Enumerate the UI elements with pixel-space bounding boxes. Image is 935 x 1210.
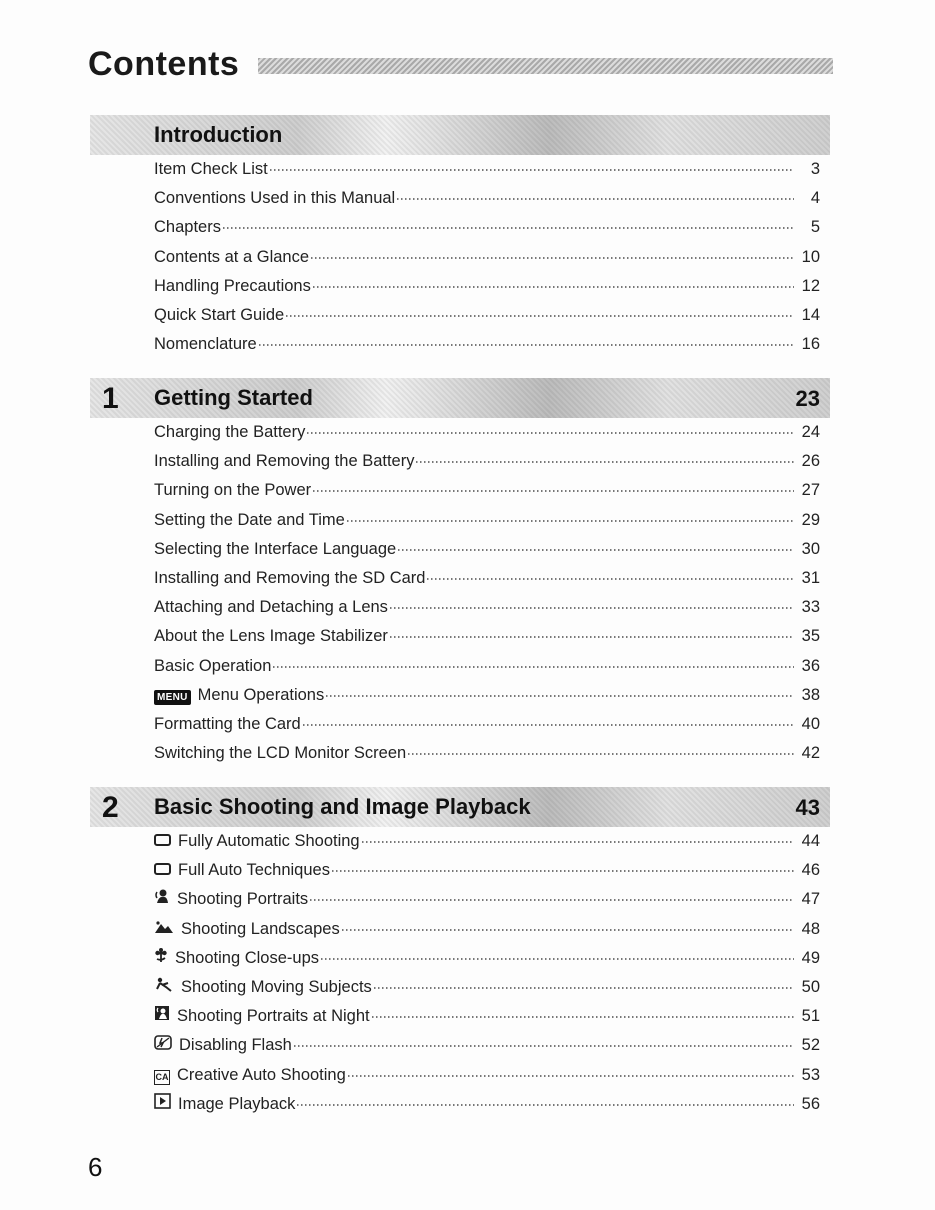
section-header[interactable]: [90, 787, 830, 827]
entry-label: Full Auto Techniques: [178, 861, 330, 880]
toc-entry[interactable]: [154, 681, 830, 710]
entry-label: Attaching and Detaching a Lens: [154, 598, 388, 617]
entry-label: Charging the Battery: [154, 423, 306, 441]
entry-label: Handling Precautions: [154, 276, 311, 295]
entry-label: Shooting Landscapes: [181, 919, 340, 938]
entry-page-number: 31: [801, 568, 820, 587]
entry-label: Disabling Flash: [179, 1036, 292, 1055]
toc-entry[interactable]: [154, 535, 830, 564]
page-number: 6: [88, 1152, 103, 1182]
dot-leader: [313, 286, 794, 288]
toc-entry[interactable]: [154, 330, 830, 359]
toc-entry[interactable]: [154, 213, 830, 242]
entry-page-number: 48: [801, 919, 820, 938]
entry-page-number: 33: [801, 598, 820, 617]
entry-page-number: 46: [801, 861, 820, 880]
full-auto-mode-icon: [154, 834, 171, 846]
entry-page-number: 24: [801, 423, 820, 441]
entry-label: Setting the Date and Time: [154, 510, 345, 529]
dot-leader: [390, 636, 794, 638]
section-page: 43: [795, 795, 820, 820]
entry-label: Creative Auto Shooting: [177, 1065, 346, 1084]
entry-label: Shooting Close-ups: [175, 948, 320, 967]
toc-entry[interactable]: [154, 739, 830, 768]
entry-label: Formatting the Card: [154, 714, 301, 733]
entry-page-number: 47: [801, 890, 820, 909]
entry-label: Image Playback: [178, 1094, 296, 1113]
toc-entry[interactable]: [154, 155, 830, 184]
landscape-mode-icon: [154, 920, 174, 934]
entry-label: Selecting the Interface Language: [154, 539, 397, 558]
entry-label: Turning on the Power: [154, 481, 312, 500]
entry-page-number: 5: [810, 218, 820, 237]
dot-leader: [326, 695, 794, 697]
toc-section: [90, 787, 830, 1119]
entry-page-number: 26: [801, 452, 820, 471]
closeup-mode-icon: [154, 948, 168, 963]
toc-entry[interactable]: [154, 418, 830, 447]
entry-page-number: 52: [801, 1036, 820, 1055]
dot-leader: [397, 198, 794, 200]
dot-leader: [342, 929, 794, 931]
entry-label: Basic Operation: [154, 656, 272, 675]
toc-entry[interactable]: [154, 827, 830, 856]
dot-leader: [321, 958, 794, 960]
dot-leader: [347, 520, 794, 522]
night-portrait-mode-icon: [154, 1005, 170, 1021]
entry-page-number: 53: [801, 1065, 820, 1084]
entry-page-number: 27: [801, 481, 820, 500]
entry-label: Contents at a Glance: [154, 247, 310, 266]
toc-entry[interactable]: [154, 272, 830, 301]
toc-section: [90, 378, 830, 768]
dot-leader: [294, 1045, 794, 1047]
toc-entry[interactable]: [154, 184, 830, 213]
dot-leader: [259, 344, 794, 346]
toc-section: [90, 115, 830, 359]
toc-entry[interactable]: [154, 622, 830, 651]
section-header[interactable]: [90, 115, 830, 155]
toc-entry[interactable]: [154, 506, 830, 535]
dot-leader: [427, 578, 794, 580]
dot-leader: [390, 607, 794, 609]
title-decorative-bar: [258, 58, 833, 74]
sports-mode-icon: [154, 977, 174, 992]
entry-label: Menu Operations: [197, 685, 325, 704]
entry-page-number: 56: [801, 1094, 820, 1113]
dot-leader: [398, 549, 794, 551]
toc-entry[interactable]: [154, 1061, 830, 1090]
dot-leader: [297, 1104, 794, 1106]
dot-leader: [348, 1075, 794, 1077]
entry-page-number: 51: [801, 1007, 820, 1026]
section-page: 23: [795, 386, 820, 411]
entry-label: Shooting Moving Subjects: [181, 977, 372, 996]
dot-leader: [332, 870, 794, 872]
toc-entry[interactable]: [154, 301, 830, 330]
entry-page-number: 49: [801, 948, 820, 967]
creative-auto-mode-icon: CA: [154, 1070, 170, 1085]
page-title: Contents: [88, 45, 240, 83]
menu-badge-icon: MENU: [154, 690, 191, 705]
toc-entry[interactable]: [154, 710, 830, 739]
toc-entry[interactable]: [154, 593, 830, 622]
entry-label: Conventions Used in this Manual: [154, 189, 396, 208]
entry-page-number: 38: [801, 685, 820, 704]
toc-entry[interactable]: [154, 915, 830, 944]
entry-label: Chapters: [154, 218, 221, 237]
dot-leader: [313, 490, 794, 492]
entry-page-number: 12: [801, 276, 820, 295]
flash-off-mode-icon: [154, 1035, 172, 1050]
entry-page-number: 50: [801, 977, 820, 996]
toc-entry[interactable]: [154, 944, 830, 973]
toc-entry[interactable]: [154, 1031, 830, 1060]
full-auto-mode-icon: [154, 863, 171, 875]
dot-leader: [273, 666, 794, 668]
toc-entry[interactable]: [154, 243, 830, 272]
section-header[interactable]: [90, 378, 830, 418]
entry-label: Nomenclature: [154, 335, 257, 354]
dot-leader: [310, 899, 794, 901]
entry-label: Installing and Removing the Battery: [154, 452, 415, 471]
toc-entry[interactable]: [154, 564, 830, 593]
entry-label: Shooting Portraits: [177, 890, 309, 909]
entry-label: Shooting Portraits at Night: [177, 1007, 370, 1026]
entry-page-number: 10: [801, 247, 820, 266]
entry-label: Switching the LCD Monitor Screen: [154, 744, 407, 763]
entry-page-number: 35: [801, 627, 820, 646]
entry-label: Quick Start Guide: [154, 305, 285, 324]
dot-leader: [307, 432, 794, 434]
entry-list: [90, 827, 830, 1119]
entry-page-number: 3: [810, 160, 820, 178]
entry-label: Installing and Removing the SD Card: [154, 568, 426, 587]
section-number: 1: [102, 382, 119, 415]
dot-leader: [362, 841, 794, 843]
toc-entry[interactable]: [154, 476, 830, 505]
page-title-row: [88, 44, 833, 84]
dot-leader: [223, 227, 794, 229]
playback-icon: [154, 1093, 171, 1109]
entry-page-number: 40: [801, 714, 820, 733]
dot-leader: [374, 987, 794, 989]
entry-label: Fully Automatic Shooting: [178, 832, 360, 850]
dot-leader: [416, 461, 794, 463]
section-title: Basic Shooting and Image Playback: [154, 794, 531, 819]
section-title: Introduction: [154, 122, 283, 147]
entry-page-number: 4: [810, 189, 820, 208]
entry-page-number: 44: [801, 832, 820, 850]
toc-entry[interactable]: [154, 1090, 830, 1119]
entry-label: About the Lens Image Stabilizer: [154, 627, 388, 646]
toc-entry[interactable]: [154, 973, 830, 1002]
toc-entry[interactable]: [154, 447, 830, 476]
dot-leader: [311, 257, 794, 259]
dot-leader: [408, 753, 794, 755]
entry-page-number: 29: [801, 510, 820, 529]
entry-page-number: 42: [801, 744, 820, 763]
dot-leader: [372, 1016, 794, 1018]
entry-list: [90, 418, 830, 768]
dot-leader: [303, 724, 794, 726]
entry-page-number: 36: [801, 656, 820, 675]
entry-list: [90, 155, 830, 359]
entry-label: Item Check List: [154, 160, 268, 178]
dot-leader: [270, 169, 794, 171]
toc-entry[interactable]: [154, 856, 830, 885]
portrait-mode-icon: [154, 888, 170, 904]
toc-entry[interactable]: [154, 652, 830, 681]
entry-page-number: 16: [801, 335, 820, 354]
toc-entry[interactable]: [154, 1002, 830, 1031]
entry-page-number: 30: [801, 539, 820, 558]
toc-entry[interactable]: [154, 885, 830, 914]
section-number: 2: [102, 791, 119, 824]
section-title: Getting Started: [154, 385, 313, 410]
entry-page-number: 14: [801, 305, 820, 324]
dot-leader: [286, 315, 794, 317]
